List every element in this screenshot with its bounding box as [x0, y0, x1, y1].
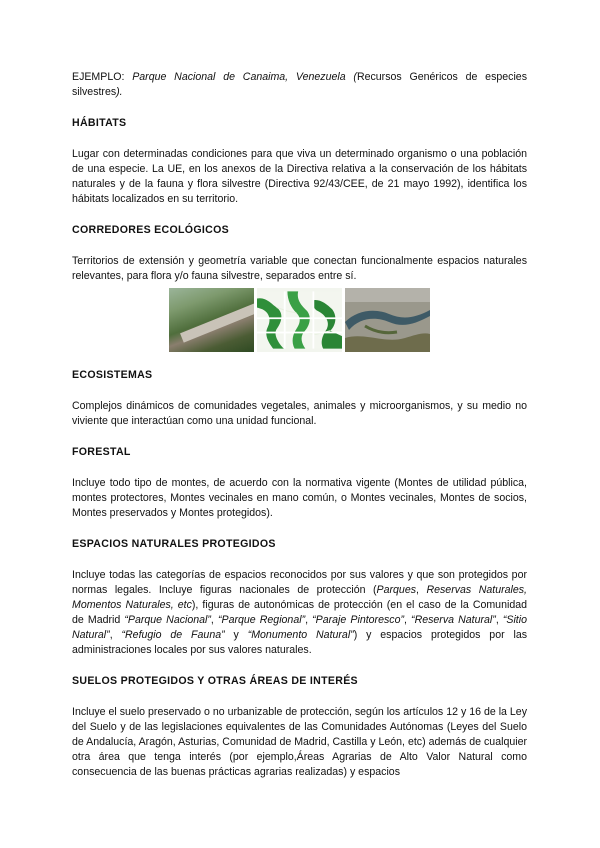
espacios-part: , [495, 614, 503, 626]
espacios-heading: ESPACIOS NATURALES PROTEGIDOS [72, 538, 276, 550]
corredores-text: Territorios de extensión y geometría variable que conectan funcionalmente espacios naturales relevantes, para flora y/o fauna silvestre, separados entre sí. [72, 255, 527, 282]
wildlife-bridge-photo [169, 288, 254, 352]
espacios-italic: Parques [376, 584, 417, 596]
espacios-part: ) y espacios protegidos por las administraciones locales por sus valores naturales. [72, 629, 528, 656]
example-park: Parque Nacional de Canaima, Venezuela [132, 71, 346, 83]
espacios-quote: “Sitio Natural” [72, 614, 527, 641]
espacios-part: , [210, 614, 218, 626]
espacios-part: Incluye todas las categorías de espacios reconocidos por sus valores y que son protegidos por normas legales. Incluye figuras nacionales de protección ( [72, 569, 527, 596]
example-prefix: EJEMPLO: [72, 71, 133, 83]
espacios-part: y [224, 629, 248, 641]
espacios-quote: “Refugio de Fauna” [121, 629, 225, 641]
forestal-text: Incluye todo tipo de montes, de acuerdo con la normativa vigente (Montes de utilidad pública, montes protectores, Montes vecinales en mano común, o Montes vecinales, Montes de socios, Montes preservados y Montes protegidos). [72, 477, 527, 519]
espacios-quote: “Parque Regional” [217, 614, 306, 626]
espacios-text [72, 568, 527, 658]
habitats-text: Lugar con determinadas condiciones para que viva un determinado organismo o una población de una especie. La UE, en los anexos de la Directiva relativa a la conservación de los hábitats naturales y de la fauna y flora silvestre (Directiva 92/43/CEE, de 21 mayo 1992), identifica los hábitats localizados en su territorio. [72, 148, 527, 205]
example-open: ( [345, 71, 357, 83]
example-paragraph [72, 70, 527, 100]
espacios-italic: Reservas Naturales, Momentos Naturales, etc [72, 584, 527, 611]
espacios-part: , [416, 584, 427, 596]
example-close: ). [116, 86, 123, 98]
river-aerial-photo [345, 288, 430, 352]
espacios-quote: “Monumento Natural” [247, 629, 354, 641]
suelos-text: Incluye el suelo preservado o no urbanizable de protección, según los artículos 12 y 16 de la Ley del Suelo y de las legislaciones equivalentes de las Comunidades Autónomas (Leyes del Suelo de Andalucía, Aragón, Asturias, Comunidad de Madrid, Castilla y León, etc) además de cualquier otra área que tenga interés (por ejemplo,Áreas Agrarias de Alto Valor Natural como consecuencia de las buenas prácticas agrarias realizadas) y espacios [72, 706, 527, 778]
suelos-heading: SUELOS PROTEGIDOS Y OTRAS ÁREAS DE INTERÉS [72, 675, 358, 687]
corredores-heading: CORREDORES ECOLÓGICOS [72, 224, 229, 236]
espacios-part: , [404, 614, 412, 626]
habitats-heading: HÁBITATS [72, 117, 127, 129]
espacios-quote: “Parque Nacional” [124, 614, 211, 626]
forestal-heading: FORESTAL [72, 446, 131, 458]
corridor-images [72, 288, 527, 352]
example-resources: Recursos Genéricos de especies silvestres [72, 71, 527, 98]
espacios-quote: “Paraje Pintoresco” [312, 614, 404, 626]
espacios-quote: “Reserva Natural” [411, 614, 496, 626]
ecosistemas-text: Complejos dinámicos de comunidades vegetales, animales y microorganismos, y su medio no viviente que interactúan como una unidad funcional. [72, 400, 527, 427]
ecosistemas-heading: ECOSISTEMAS [72, 369, 153, 381]
espacios-part: ), figuras de autonómicas de protección (en el caso de la Comunidad de Madrid [72, 599, 527, 626]
espacios-part: , [305, 614, 313, 626]
text-column [72, 70, 527, 780]
corridor-diagram-image [257, 288, 342, 352]
espacios-part: , [109, 629, 122, 641]
